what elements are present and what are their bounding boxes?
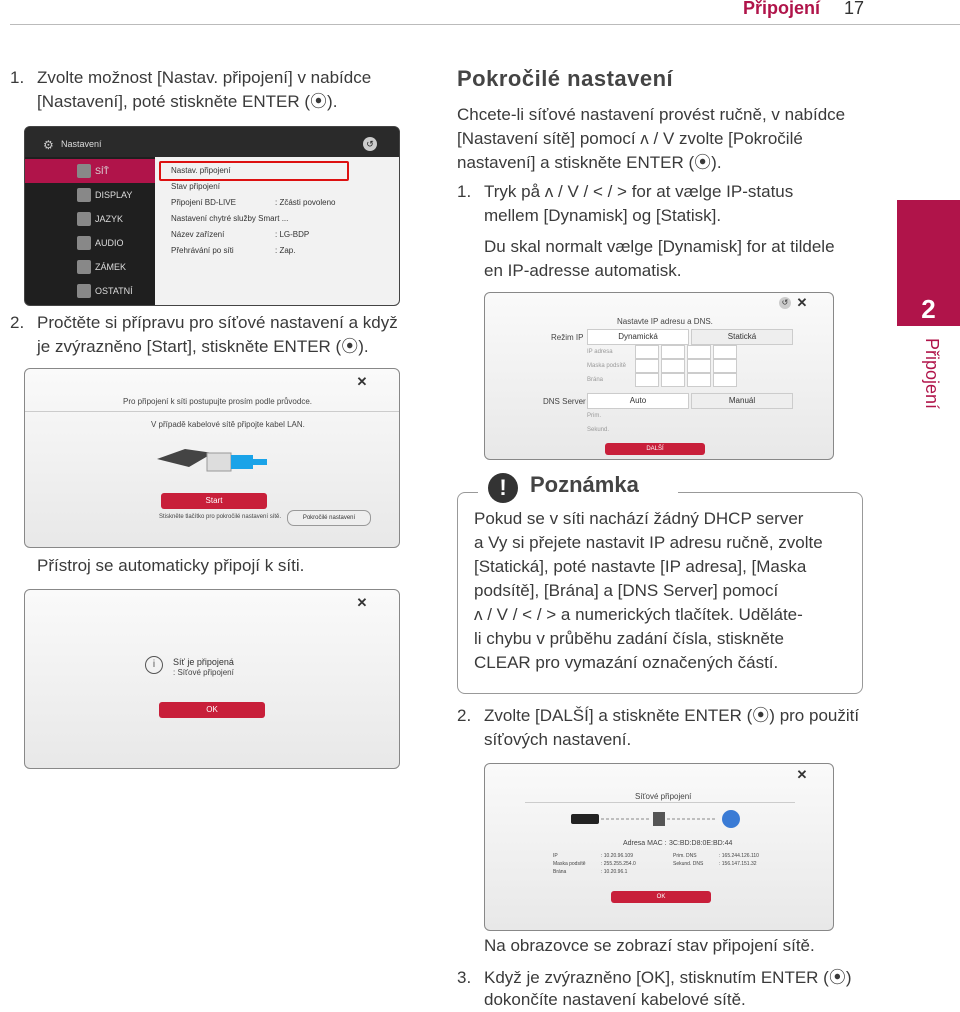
subnet-mask-label: Maska podsítě [587,363,627,369]
network-status-screen [484,763,834,931]
connected-subtitle: : Síťové připojení [173,668,234,677]
step2r-line2: síťových nastavení. [484,730,632,749]
dns1-value: : 165.244.126.110 [719,853,759,859]
next-button[interactable]: DALŠÍ [605,443,705,455]
page-header-title: Připojení [742,0,820,18]
gear-icon: ⚙ [43,138,54,152]
setting-value: : LG-BDP [275,230,310,239]
dns-server-label: DNS Server [543,397,586,406]
advanced-hint: Stiskněte tlačítko pro pokročilé nastavení sítě. [159,514,282,520]
ip-address-label: IP adresa [587,349,613,355]
close-icon[interactable]: ✕ [796,295,808,310]
step2-line2: je zvýrazněno [Start], stiskněte ENTER (⦿). [37,337,369,356]
close-icon[interactable]: ✕ [796,767,808,782]
ip-value: : 10.20.96.109 [601,853,633,859]
back-icon[interactable]: ↺ [363,137,377,151]
prep-heading: Pro připojení k síti postupujte prosím podle průvodce. [123,397,312,406]
note-line: [Statická], poté nastavte [IP adresa], [Maska [474,557,807,576]
chapter-tab [897,200,960,326]
network-prep-screen [24,368,400,548]
ip-field-cell[interactable] [635,345,659,359]
back-icon[interactable]: ↺ [779,297,791,309]
intro-line1: Chcete-li síťové nastavení provést ručně, v nabídce [457,105,846,124]
ip-label: IP [553,853,558,859]
note-line: Pokud se v síti nachází žádný DHCP server [474,509,804,528]
note-title: Poznámka [530,472,639,497]
chapter-label: Připojení [922,338,942,410]
dns-manual-option[interactable]: Manuál [691,393,793,409]
other-icon [77,284,91,298]
dns2-value: : 156.147.151.32 [719,861,757,867]
network-connected-screen [24,589,400,769]
setting-value: : Zčásti povoleno [275,198,336,207]
menu-item-audio[interactable]: AUDIO [25,231,171,255]
audio-icon [77,236,91,250]
ip-mode-dynamic[interactable]: Dynamická [587,329,689,345]
ip-mode-label: Režim IP [551,333,584,342]
step2r-line1: Zvolte [DALŠÍ] a stiskněte ENTER (⦿) pro použití [484,706,860,725]
sub1-number: 1. [457,182,472,201]
gateway-label: Brána [587,377,604,383]
step2r-number: 2. [457,706,472,725]
step1-line1: Zvolte možnost [Nastav. připojení] v nabídce [37,68,372,87]
ip-settings-screen [484,292,834,460]
cable-hint: V případě kabelové sítě připojte kabel LAN. [151,420,305,429]
close-icon[interactable]: ✕ [356,595,368,610]
divider [25,411,399,412]
ok-button[interactable]: OK [159,702,265,718]
step3-line2: dokončíte nastavení kabelové sítě. [484,990,746,1009]
setting-row[interactable]: Nastavení chytré služby Smart ... [171,214,289,223]
gateway-field-cell[interactable] [687,373,711,387]
intro-line2: [Nastavení sítě] pomocí ʌ / V zvolte [Pokročilé [457,129,803,148]
menu-item-other[interactable]: OSTATNÍ [25,279,171,303]
gateway-label: Brána [553,869,567,875]
dns-primary-label: Prim. [587,413,601,419]
lan-cable-icon [155,445,269,479]
sub1-line2: mellem [Dynamisk] og [Statisk]. [484,206,722,225]
sub1-line1: Tryk på ʌ / V / < / > for at vælge IP-status [484,182,794,201]
dns-auto-option[interactable]: Auto [587,393,689,409]
step1-number: 1. [10,68,25,87]
menu-item-language[interactable]: JAZYK [25,207,171,231]
step3-number: 3. [457,968,472,987]
step2-line1: Pročtěte si přípravu pro síťové nastavení a když [37,313,398,332]
setting-row[interactable]: Připojení BD-LIVE [171,198,236,207]
language-icon [77,212,91,226]
settings-title: Nastavení [61,139,102,149]
warning-icon: ! [488,473,518,503]
mac-value: 3C:BD:D8:0E:BD:44 [669,840,733,847]
ip-field-cell[interactable] [687,345,711,359]
page-number: 17 [843,0,864,18]
auto-connect-text: Přístroj se automaticky připojí k síti. [37,556,305,575]
setting-row[interactable]: Nastav. připojení [171,166,231,175]
dns1-label: Prim. DNS [673,853,697,859]
info-icon: i [145,656,163,674]
advanced-settings-button[interactable]: Pokročilé nastavení [287,510,371,526]
start-button[interactable]: Start [161,493,267,509]
chapter-number: 2 [921,294,936,324]
note-line: a Vy si přejete nastavit IP adresu ručně, zvolte [474,533,823,552]
dns-secondary-label: Sekund. [587,427,610,433]
dns2-label: Sekund. DNS [673,861,704,867]
gateway-value: : 10.20.96.1 [601,869,628,875]
mask-field-cell[interactable] [713,359,737,373]
network-icon [77,164,91,178]
status-shown-text: Na obrazovce se zobrazí stav připojení sítě. [484,936,815,955]
intro-line3: nastavení] a stiskněte ENTER (⦿). [457,153,722,172]
ip-screen-title: Nastavte IP adresu a DNS. [617,317,713,326]
gateway-field-cell[interactable] [713,373,737,387]
menu-item-display[interactable]: DISPLAY [25,183,171,207]
close-icon[interactable]: ✕ [356,374,368,389]
menu-item-network[interactable]: SÍŤ [25,159,171,183]
gateway-field-cell[interactable] [661,373,685,387]
mask-value: : 255.255.254.0 [601,861,636,867]
setting-row[interactable]: Název zařízení [171,230,225,239]
lock-icon [77,260,91,274]
ip-field-cell[interactable] [713,345,737,359]
note-header [478,470,678,504]
note-line: CLEAR pro vymazání označených částí. [474,653,779,672]
header-divider [10,24,960,25]
mac-label: Adresa MAC : [623,840,667,847]
setting-row[interactable]: Stav připojení [171,182,220,191]
ip-field-cell[interactable] [661,345,685,359]
connected-title: Síť je připojená [173,657,234,667]
menu-item-lock[interactable]: ZÁMEK [25,255,171,279]
divider [525,802,795,803]
note-line: ʌ / V / < / > a numerických tlačítek. Uděláte- [474,605,803,624]
section-title: Pokročilé nastavení [457,66,674,91]
setting-row[interactable]: Přehrávání po síti [171,246,234,255]
mask-field-cell[interactable] [687,359,711,373]
step2-number: 2. [10,313,25,332]
settings-screen [24,126,400,306]
ip-mode-static[interactable]: Statická [691,329,793,345]
connection-diagram [571,808,747,830]
status-title: Síťové připojení [635,792,692,801]
setting-value: : Zap. [275,246,296,255]
mask-label: Maska podsítě [553,861,586,867]
sub1-hint1: Du skal normalt vælge [Dynamisk] for at tildele [484,237,835,256]
mask-field-cell[interactable] [635,359,659,373]
display-icon [77,188,91,202]
ok-button[interactable]: OK [611,891,711,903]
step1-line2: [Nastavení], poté stiskněte ENTER (⦿). [37,92,338,111]
step3-line1: Když je zvýrazněno [OK], stisknutím ENTER (⦿) [484,968,852,987]
note-line: li chybu v průběhu zadání čísla, stiskněte [474,629,784,648]
mask-field-cell[interactable] [661,359,685,373]
sub1-hint2: en IP-adresse automatisk. [484,261,682,280]
note-line: podsítě], [Brána] a [DNS Server] pomocí [474,581,779,600]
gateway-field-cell[interactable] [635,373,659,387]
